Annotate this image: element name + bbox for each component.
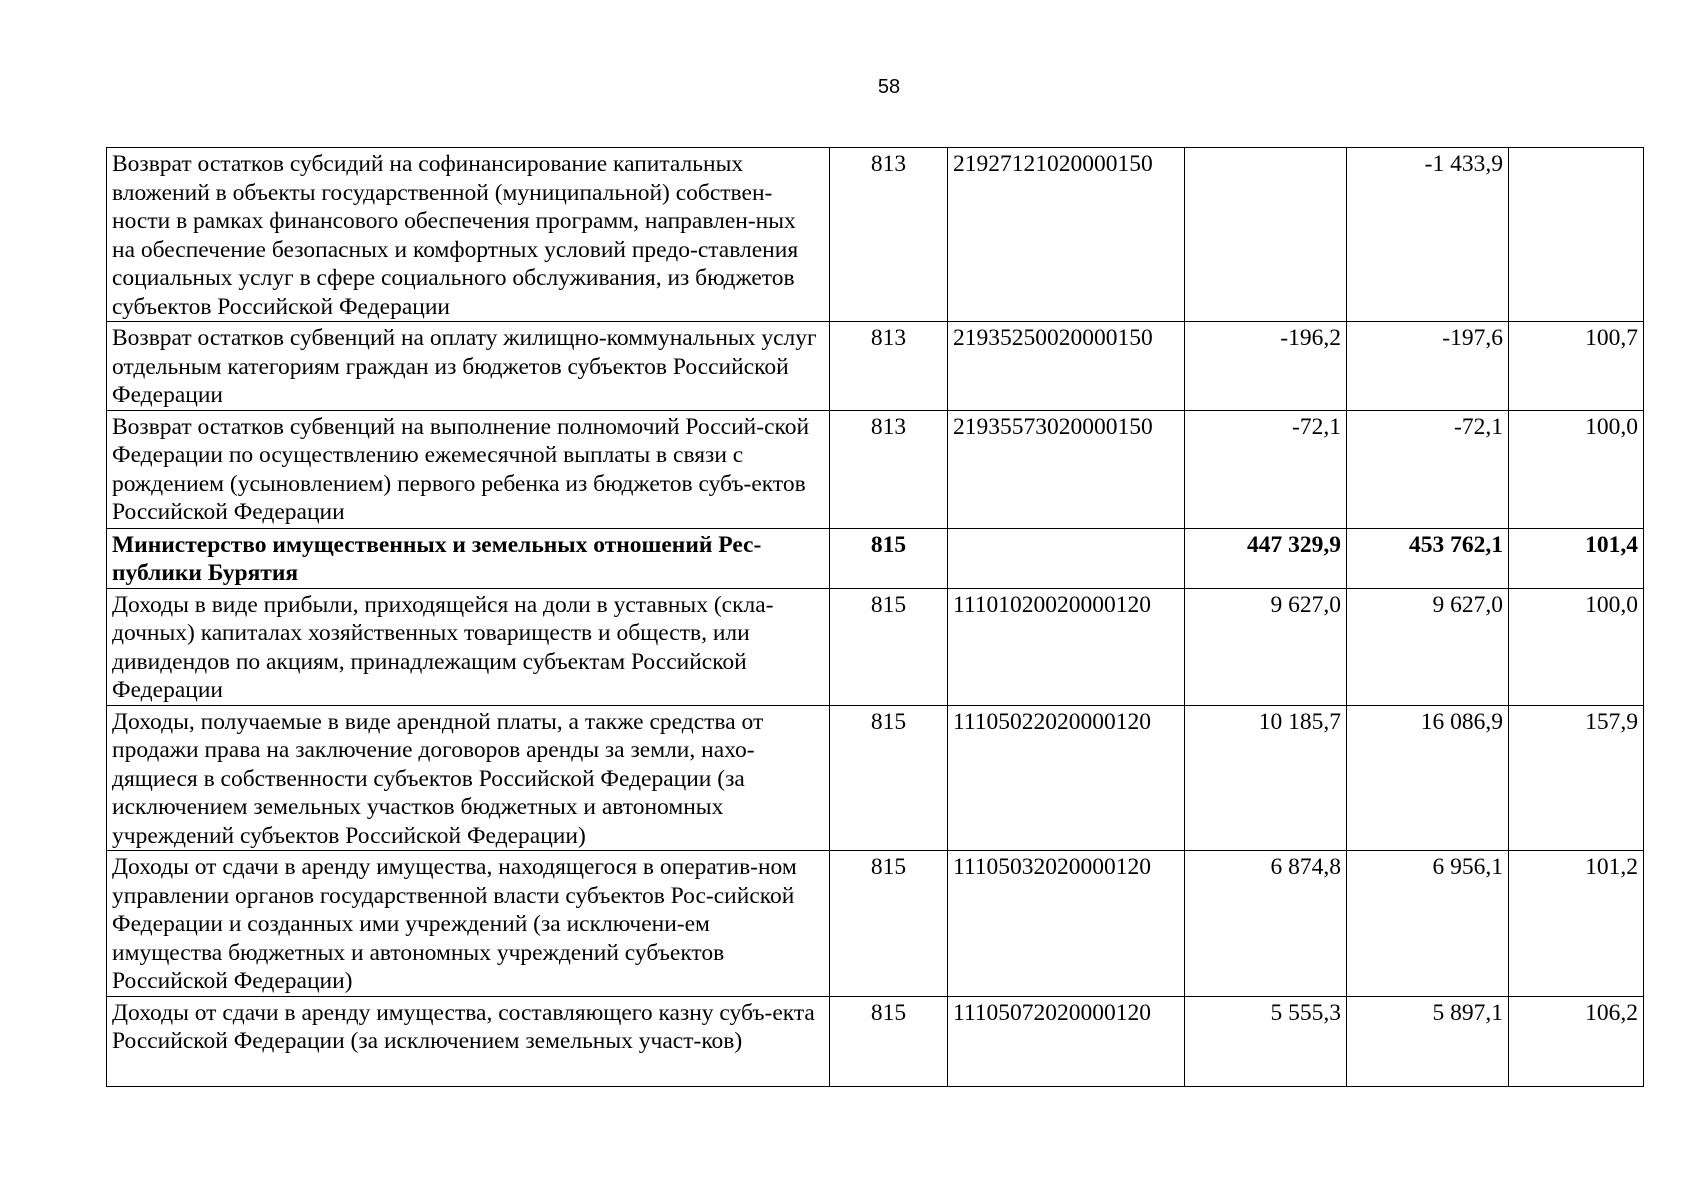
budget-classification-code-cell: 11105022020000120 — [948, 705, 1185, 851]
revenue-name-cell: Доходы от сдачи в аренду имущества, составляющего казну субъ-екта Российской Федерации (за исключением земельных участ-ков) — [107, 996, 830, 1086]
admin-code-cell: 813 — [830, 322, 948, 411]
table-row — [107, 528, 1644, 588]
execution-percent-cell: 101,4 — [1509, 528, 1644, 588]
table-body — [107, 148, 1644, 1087]
budget-classification-code-cell: 11101020020000120 — [948, 588, 1185, 705]
revenue-name-cell: Доходы в виде прибыли, приходящейся на доли в уставных (скла-дочных) капиталах хозяйственных товариществ и обществ, или дивидендов по акциям, принадлежащим субъектам Российской Федерации — [107, 588, 830, 705]
admin-code-cell: 815 — [830, 705, 948, 851]
admin-code-cell: 813 — [830, 148, 948, 322]
table-row — [107, 410, 1644, 528]
table-row — [107, 851, 1644, 997]
plan-amount-cell: -196,2 — [1185, 322, 1347, 411]
execution-percent-cell: 100,0 — [1509, 588, 1644, 705]
budget-classification-code-cell: 21927121020000150 — [948, 148, 1185, 322]
actual-amount-cell: 6 956,1 — [1347, 851, 1509, 997]
admin-code-cell: 815 — [830, 588, 948, 705]
table-row — [107, 588, 1644, 705]
plan-amount-cell: 10 185,7 — [1185, 705, 1347, 851]
actual-amount-cell: 453 762,1 — [1347, 528, 1509, 588]
admin-code-cell: 815 — [830, 851, 948, 997]
budget-classification-code-cell: 11105072020000120 — [948, 996, 1185, 1086]
page-number: 58 — [877, 76, 901, 98]
admin-code-cell: 815 — [830, 528, 948, 588]
table-row — [107, 148, 1644, 322]
revenue-name-cell: Доходы от сдачи в аренду имущества, находящегося в оператив-ном управлении органов государственной власти субъектов Рос-сийской Федерации и созданных ими учреждений (за исключени-ем имущества бюджетных и автономных учреждений субъектов Российской Федерации) — [107, 851, 830, 997]
revenue-name-cell: Возврат остатков субсидий на софинансирование капитальных вложений в объекты государственной (муниципальной) собствен-ности в рамках финансового обеспечения программ, направлен-ных на обеспечение безопасных и комфортных условий предо-ставления социальных услуг в сфере социального обслуживания, из бюджетов субъектов Российской Федерации — [107, 148, 830, 322]
table-row — [107, 322, 1644, 411]
table-row — [107, 705, 1644, 851]
budget-revenue-table — [106, 147, 1644, 1087]
plan-amount-cell: 6 874,8 — [1185, 851, 1347, 997]
revenue-name-cell: Доходы, получаемые в виде арендной платы, а также средства от продажи права на заключение договоров аренды за земли, нахо-дящиеся в собственности субъектов Российской Федерации (за исключением земельных участков бюджетных и автономных учреждений субъектов Российской Федерации) — [107, 705, 830, 851]
admin-code-cell: 815 — [830, 996, 948, 1086]
plan-amount-cell — [1185, 148, 1347, 322]
execution-percent-cell: 106,2 — [1509, 996, 1644, 1086]
plan-amount-cell: 5 555,3 — [1185, 996, 1347, 1086]
budget-classification-code-cell: 11105032020000120 — [948, 851, 1185, 997]
actual-amount-cell: -1 433,9 — [1347, 148, 1509, 322]
table-row — [107, 996, 1644, 1086]
revenue-name-cell: Возврат остатков субвенций на оплату жилищно-коммунальных услуг отдельным категориям граждан из бюджетов субъектов Российской Федерации — [107, 322, 830, 411]
budget-classification-code-cell — [948, 528, 1185, 588]
execution-percent-cell — [1509, 148, 1644, 322]
actual-amount-cell: -72,1 — [1347, 410, 1509, 528]
execution-percent-cell: 157,9 — [1509, 705, 1644, 851]
actual-amount-cell: 9 627,0 — [1347, 588, 1509, 705]
admin-code-cell: 813 — [830, 410, 948, 528]
execution-percent-cell: 100,7 — [1509, 322, 1644, 411]
execution-percent-cell: 101,2 — [1509, 851, 1644, 997]
revenue-name-cell: Министерство имущественных и земельных отношений Рес-публики Бурятия — [107, 528, 830, 588]
execution-percent-cell: 100,0 — [1509, 410, 1644, 528]
plan-amount-cell: 447 329,9 — [1185, 528, 1347, 588]
actual-amount-cell: -197,6 — [1347, 322, 1509, 411]
budget-classification-code-cell: 21935250020000150 — [948, 322, 1185, 411]
plan-amount-cell: -72,1 — [1185, 410, 1347, 528]
actual-amount-cell: 5 897,1 — [1347, 996, 1509, 1086]
actual-amount-cell: 16 086,9 — [1347, 705, 1509, 851]
budget-classification-code-cell: 21935573020000150 — [948, 410, 1185, 528]
revenue-name-cell: Возврат остатков субвенций на выполнение полномочий Россий-ской Федерации по осуществлению ежемесячной выплаты в связи с рождением (усыновлением) первого ребенка из бюджетов субъ-ектов Российской Федерации — [107, 410, 830, 528]
plan-amount-cell: 9 627,0 — [1185, 588, 1347, 705]
